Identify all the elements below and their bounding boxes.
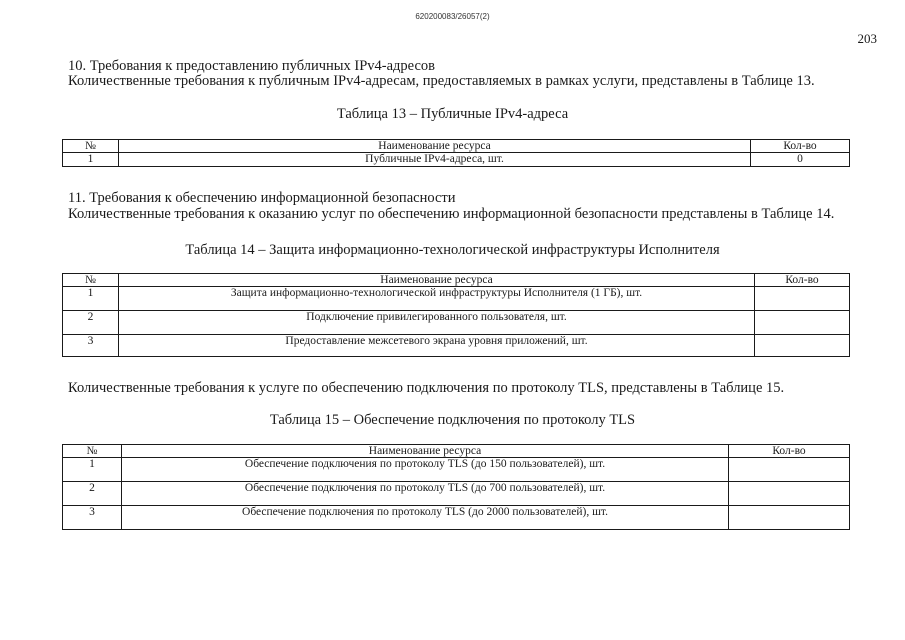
row-quantity: 0: [751, 153, 850, 167]
table-header-row: [63, 140, 850, 153]
table-row: [63, 287, 850, 311]
row-number: 2: [63, 482, 122, 506]
section-10-text: Количественные требования к публичным IPv4-адресам, предоставляемых в рамках услуги, представлены в Таблице 13.: [68, 73, 815, 89]
header-number: №: [63, 445, 122, 458]
section-11-text: Количественные требования к оказанию услуг по обеспечению информационной безопасности представлены в Таблице 14.: [68, 206, 835, 222]
row-resource-name: Обеспечение подключения по протоколу TLS (до 700 пользователей), шт.: [122, 482, 729, 506]
row-resource-name: Обеспечение подключения по протоколу TLS (до 150 пользователей), шт.: [122, 458, 729, 482]
row-quantity: [729, 482, 850, 506]
section-10-heading: 10. Требования к предоставлению публичных IPv4-адресов: [68, 58, 435, 74]
table-row: [63, 153, 850, 167]
table-row: [63, 311, 850, 335]
table-14-caption: Таблица 14 – Защита информационно-технологической инфраструктуры Исполнителя: [185, 242, 720, 258]
header-resource-name: Наименование ресурса: [119, 274, 755, 287]
row-number: 3: [63, 335, 119, 357]
table-15: [62, 444, 850, 530]
table-13-caption: Таблица 13 – Публичные IPv4-адреса: [336, 106, 569, 122]
header-number: №: [63, 140, 119, 153]
row-number: 1: [63, 153, 119, 167]
header-number: №: [63, 274, 119, 287]
table-row: [63, 458, 850, 482]
table-header-row: [63, 274, 850, 287]
row-resource-name: Защита информационно-технологической инфраструктуры Исполнителя (1 ГБ), шт.: [119, 287, 755, 311]
row-quantity: [755, 311, 850, 335]
row-quantity: [729, 506, 850, 530]
table-row: [63, 335, 850, 357]
tls-text: Количественные требования к услуге по обеспечению подключения по протоколу TLS, представлены в Таблице 15.: [68, 380, 785, 396]
row-number: 1: [63, 287, 119, 311]
table-15-caption: Таблица 15 – Обеспечение подключения по протоколу TLS: [269, 412, 636, 428]
row-resource-name: Публичные IPv4-адреса, шт.: [119, 153, 751, 167]
section-11-heading: 11. Требования к обеспечению информационной безопасности: [68, 190, 456, 206]
page-number: 203: [857, 31, 877, 46]
row-quantity: [755, 335, 850, 357]
document-id: 620200083/26057(2): [415, 12, 490, 21]
header-resource-name: Наименование ресурса: [119, 140, 751, 153]
row-number: 3: [63, 506, 122, 530]
table-header-row: [63, 445, 850, 458]
row-resource-name: Обеспечение подключения по протоколу TLS (до 2000 пользователей), шт.: [122, 506, 729, 530]
header-quantity: Кол-во: [751, 140, 850, 153]
header-quantity: Кол-во: [755, 274, 850, 287]
row-quantity: [755, 287, 850, 311]
table-row: [63, 482, 850, 506]
row-number: 2: [63, 311, 119, 335]
row-resource-name: Подключение привилегированного пользователя, шт.: [119, 311, 755, 335]
row-quantity: [729, 458, 850, 482]
table-13: [62, 139, 850, 167]
header-quantity: Кол-во: [729, 445, 850, 458]
row-number: 1: [63, 458, 122, 482]
table-14: [62, 273, 850, 357]
header-resource-name: Наименование ресурса: [122, 445, 729, 458]
table-row: [63, 506, 850, 530]
row-resource-name: Предоставление межсетевого экрана уровня приложений, шт.: [119, 335, 755, 357]
